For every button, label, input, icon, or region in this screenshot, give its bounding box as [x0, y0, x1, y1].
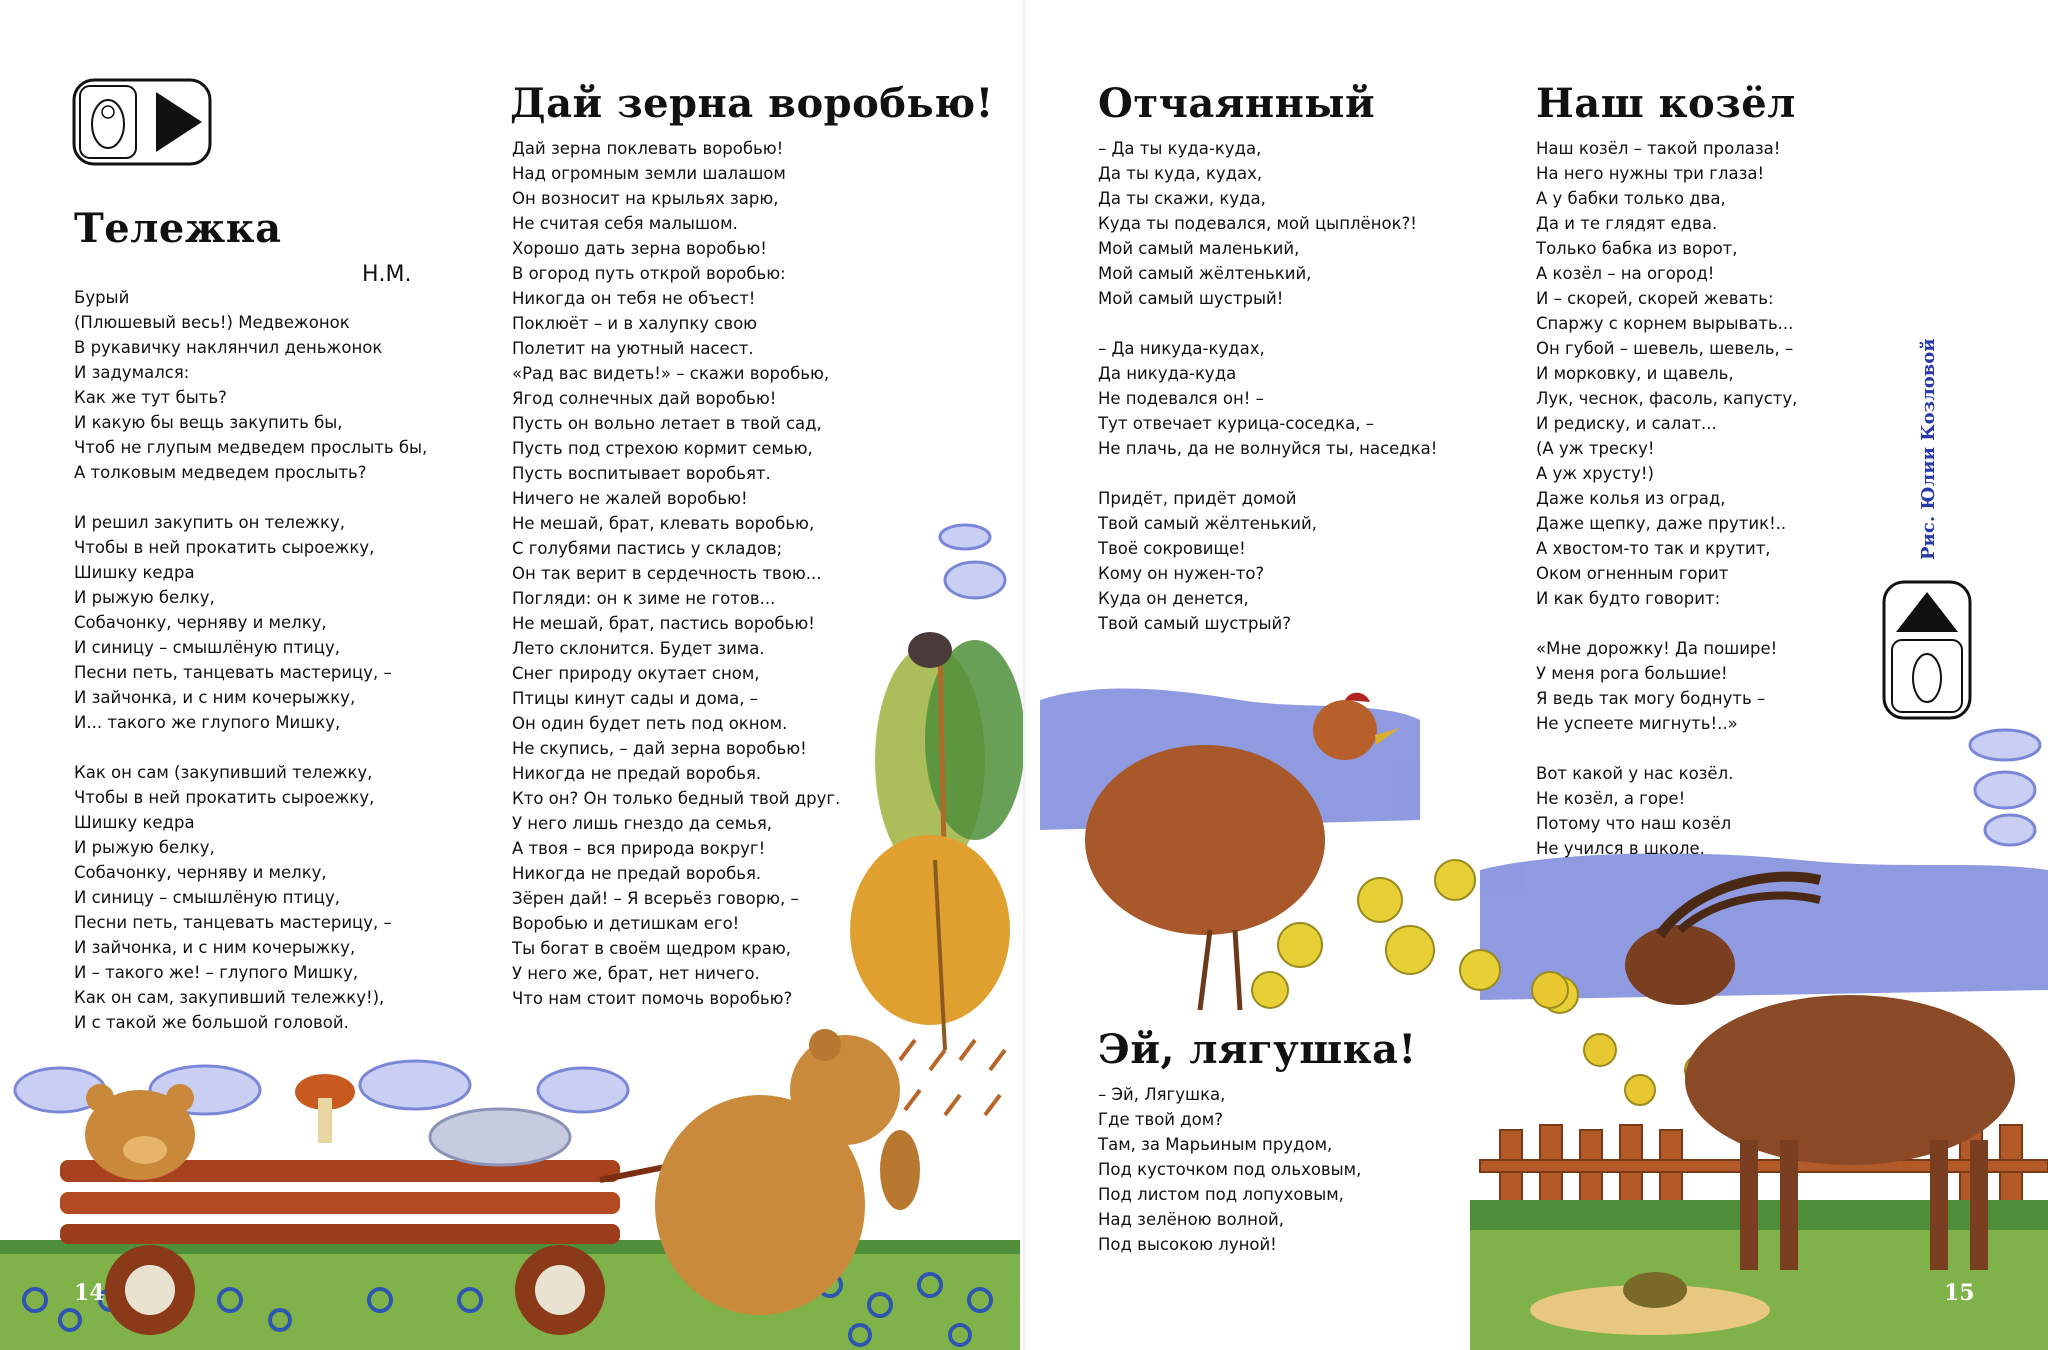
poem-line: Бурый — [74, 288, 130, 307]
poem-line: Не скупись, – дай зерна воробью! — [512, 739, 807, 758]
poem-line: – Да ты куда-куда, — [1098, 139, 1262, 158]
poem-line: Шишку кедра — [74, 563, 195, 582]
poem-line: Даже колья из оград, — [1536, 489, 1726, 508]
poem-line: Он так верит в сердечность твою... — [512, 564, 822, 583]
poem-line: Кто он? Он только бедный твой друг. — [512, 789, 841, 808]
poem-line — [74, 735, 427, 760]
poem-line: Никогда он тебя не объест! — [512, 289, 756, 308]
page-number-left: 14 — [74, 1280, 105, 1306]
poem-line: Снег природу окутает сном, — [512, 664, 760, 683]
poem-line: Ничего не жалей воробью! — [512, 489, 748, 508]
poem-line: – Да никуда-кудах, — [1098, 339, 1265, 358]
poem-line: И рыжую белку, — [74, 838, 215, 857]
poem-line: И – скорей, скорей жевать: — [1536, 289, 1774, 308]
page-number-right: 15 — [1944, 1280, 1975, 1306]
poem-line: Мой самый маленький, — [1098, 239, 1300, 258]
poem-line: И зайчонка, и с ним кочерыжку, — [74, 938, 356, 957]
poem-line: В рукавичку наклянчил деньжонок — [74, 338, 383, 357]
poem-line: И синицу – смышлёную птицу, — [74, 888, 341, 907]
poem-line: Никогда не предай воробья. — [512, 764, 762, 783]
poem-line: Над огромным земли шалашом — [512, 164, 786, 183]
poem-line: Поклюёт – и в халупку свою — [512, 314, 758, 333]
poem-line: Ты богат в своём щедром краю, — [512, 939, 792, 958]
poem-line: Как он сам (закупивший тележку, — [74, 763, 373, 782]
poem-line: И – такого же! – глупого Мишку, — [74, 963, 359, 982]
poem-line: Воробью и детишкам его! — [512, 914, 740, 933]
poem-line: У него же, брат, нет ничего. — [512, 964, 760, 983]
poem-line: А уж хрусту!) — [1536, 464, 1654, 483]
poem-line: На него нужны три глаза! — [1536, 164, 1765, 183]
poem-line: Полетит на уютный насест. — [512, 339, 754, 358]
poem-line: Чтоб не глупым медведем прослыть бы, — [74, 438, 428, 457]
poem-title-nash-kozel: Наш козёл — [1536, 80, 1796, 127]
poem-line: Не мешай, брат, пастись воробью! — [512, 614, 815, 633]
poem-line: Не плачь, да не волнуйся ты, наседка! — [1098, 439, 1438, 458]
poem-line — [1098, 461, 1437, 486]
poem-line: Там, за Марьиным прудом, — [1098, 1135, 1333, 1154]
poem-line: Не успеете мигнуть!..» — [1536, 714, 1738, 733]
poem-line: Зёрен дай! – Я всерьёз говорю, – — [512, 889, 799, 908]
poem-line: – Эй, Лягушка, — [1098, 1085, 1226, 1104]
poem-line: «Рад вас видеть!» – скажи воробью, — [512, 364, 830, 383]
poem-line: Он возносит на крыльях зарю, — [512, 189, 779, 208]
poem-line: Оком огненным горит — [1536, 564, 1729, 583]
poem-line: Твой самый жёлтенький, — [1098, 514, 1317, 533]
poem-line: Вот какой у нас козёл. — [1536, 764, 1734, 783]
poem-line: И морковку, и щавель, — [1536, 364, 1734, 383]
poem-line: Не козёл, а горе! — [1536, 789, 1686, 808]
poem-line: Погляди: он к зиме не готов... — [512, 589, 776, 608]
poem-line: Пусть он вольно летает в твой сад, — [512, 414, 822, 433]
grass-strokes — [900, 1040, 1005, 1115]
poem-line: Чтобы в ней прокатить сыроежку, — [74, 538, 375, 557]
poem-line: Наш козёл – такой пролаза! — [1536, 139, 1781, 158]
poem-line: Как он сам, закупивший тележку!), — [74, 988, 385, 1007]
poem-line: Шишку кедра — [74, 813, 195, 832]
poem-line: (А уж треску! — [1536, 439, 1655, 458]
poem-line: (Плюшевый весь!) Медвежонок — [74, 313, 350, 332]
poem-title-otchayannyj: Отчаянный — [1098, 80, 1376, 127]
poem-line: И задумался: — [74, 363, 190, 382]
poem-line: Лук, чеснок, фасоль, капусту, — [1536, 389, 1798, 408]
poem-line: Над зелёною волной, — [1098, 1210, 1285, 1229]
poem-line: И... такого же глупого Мишку, — [74, 713, 341, 732]
frog — [1623, 1272, 1687, 1308]
poem-line: У него лишь гнездо да семья, — [512, 814, 773, 833]
poem-line: А толковым медведем прослыть? — [74, 463, 367, 482]
poem-line: Мой самый шустрый! — [1098, 289, 1284, 308]
poem-line: Как же тут быть? — [74, 388, 227, 407]
poem-line: Даже щепку, даже прутик!.. — [1536, 514, 1787, 533]
poem-title-daj-zerna: Дай зерна воробью! — [510, 80, 994, 127]
poem-line: И рыжую белку, — [74, 588, 215, 607]
poem-line: Песни петь, танцевать мастерицу, – — [74, 663, 392, 682]
poem-line: Пусть под стрехою кормит семью, — [512, 439, 813, 458]
sparrow — [908, 632, 952, 668]
poem-line: Да никуда-куда — [1098, 364, 1237, 383]
poem-line: И какую бы вещь закупить бы, — [74, 413, 343, 432]
poem-line: Да и те глядят едва. — [1536, 214, 1718, 233]
poem-line: Он один будет петь под окном. — [512, 714, 788, 733]
poem-line: Да ты куда, кудах, — [1098, 164, 1263, 183]
poem-text-otchayannyj — [1098, 136, 1437, 636]
poem-line: Кому он нужен-то? — [1098, 564, 1265, 583]
trees — [850, 640, 1025, 1050]
poem-line: Только бабка из ворот, — [1536, 239, 1738, 258]
poem-line: И с такой же большой головой. — [74, 1013, 349, 1032]
poem-line: Дай зерна поклевать воробью! — [512, 139, 784, 158]
poem-line: И редиску, и салат... — [1536, 414, 1717, 433]
mushroom — [295, 1074, 355, 1143]
series-logo-badge-right — [1882, 580, 1972, 720]
poem-line: И зайчонка, и с ним кочерыжку, — [74, 688, 356, 707]
poem-line: Тут отвечает курица-соседка, – — [1098, 414, 1374, 433]
poem-line: А хвостом-то так и крутит, — [1536, 539, 1771, 558]
poem-line: Под листом под лопуховым, — [1098, 1185, 1344, 1204]
poem-author: Н.М. — [362, 262, 412, 287]
poem-line: «Мне дорожку! Да пошире! — [1536, 639, 1778, 658]
poem-line: Хорошо дать зерна воробью! — [512, 239, 767, 258]
poem-line: Под кусточком под ольховым, — [1098, 1160, 1362, 1179]
poem-title-telezhka: Тележка — [74, 205, 282, 252]
poem-line: У меня рога большие! — [1536, 664, 1728, 683]
poem-line: Потому что наш козёл — [1536, 814, 1732, 833]
poem-text-daj-zerna — [512, 136, 840, 1011]
poem-line: Песни петь, танцевать мастерицу, – — [74, 913, 392, 932]
poem-text-ej-lyagushka — [1098, 1082, 1361, 1257]
poem-line: Ягод солнечных дай воробью! — [512, 389, 777, 408]
poem-line: Чтобы в ней прокатить сыроежку, — [74, 788, 375, 807]
poem-line: В огород путь открой воробью: — [512, 264, 786, 283]
poem-line: Мой самый жёлтенький, — [1098, 264, 1312, 283]
poem-line: Птицы кинут сады и дома, – — [512, 689, 758, 708]
poem-line: Я ведь так могу боднуть – — [1536, 689, 1766, 708]
illustration-credit: Рис. Юлии Козловой — [1918, 338, 1939, 560]
poem-line — [74, 485, 427, 510]
poem-line: А у бабки только два, — [1536, 189, 1726, 208]
poem-line: Спаржу с корнем вырывать... — [1536, 314, 1794, 333]
series-logo-badge — [72, 78, 212, 166]
poem-line — [1098, 311, 1437, 336]
poem-line: Не считая себя малышом. — [512, 214, 738, 233]
poem-line: Твой самый шустрый? — [1098, 614, 1292, 633]
poem-line — [1536, 736, 1797, 761]
bear-cub-in-cart — [85, 1084, 195, 1180]
poem-line: Где твой дом? — [1098, 1110, 1223, 1129]
poem-title-ej-lyagushka: Эй, лягушка! — [1098, 1026, 1417, 1073]
poem-line: Собачонку, черняву и мелку, — [74, 613, 327, 632]
poem-line: С голубями пастись у складов; — [512, 539, 783, 558]
poem-line — [1536, 611, 1797, 636]
poem-line: Пусть воспитывает воробьят. — [512, 464, 771, 483]
poem-line: Не подевался он! – — [1098, 389, 1264, 408]
poem-line: Да ты скажи, куда, — [1098, 189, 1266, 208]
poem-line: И как будто говорит: — [1536, 589, 1721, 608]
poem-line: Никогда не предай воробья. — [512, 864, 762, 883]
poem-line: Не мешай, брат, клевать воробью, — [512, 514, 815, 533]
poem-line: Куда он денется, — [1098, 589, 1249, 608]
rabbit — [430, 1109, 570, 1165]
poem-line: А козёл – на огород! — [1536, 264, 1715, 283]
poem-line: Придёт, придёт домой — [1098, 489, 1297, 508]
poem-text-nash-kozel — [1536, 136, 1797, 861]
poem-line: И решил закупить он тележку, — [74, 513, 345, 532]
poem-line: Не учился в школе. — [1536, 839, 1705, 858]
poem-line: Под высокою луной! — [1098, 1235, 1277, 1254]
poem-line: Он губой – шевель, шевель, – — [1536, 339, 1794, 358]
poem-text-telezhka — [74, 285, 427, 1035]
poem-line: Собачонку, черняву и мелку, — [74, 863, 327, 882]
poem-line: Твоё сокровище! — [1098, 539, 1246, 558]
poem-line: А твоя – вся природа вокруг! — [512, 839, 766, 858]
right-clouds — [1970, 730, 2040, 845]
poem-line: Лето склонится. Будет зима. — [512, 639, 765, 658]
poem-line: Что нам стоит помочь воробью? — [512, 989, 793, 1008]
poem-line: И синицу – смышлёную птицу, — [74, 638, 341, 657]
poem-line: Куда ты подевался, мой цыплёнок?! — [1098, 214, 1417, 233]
